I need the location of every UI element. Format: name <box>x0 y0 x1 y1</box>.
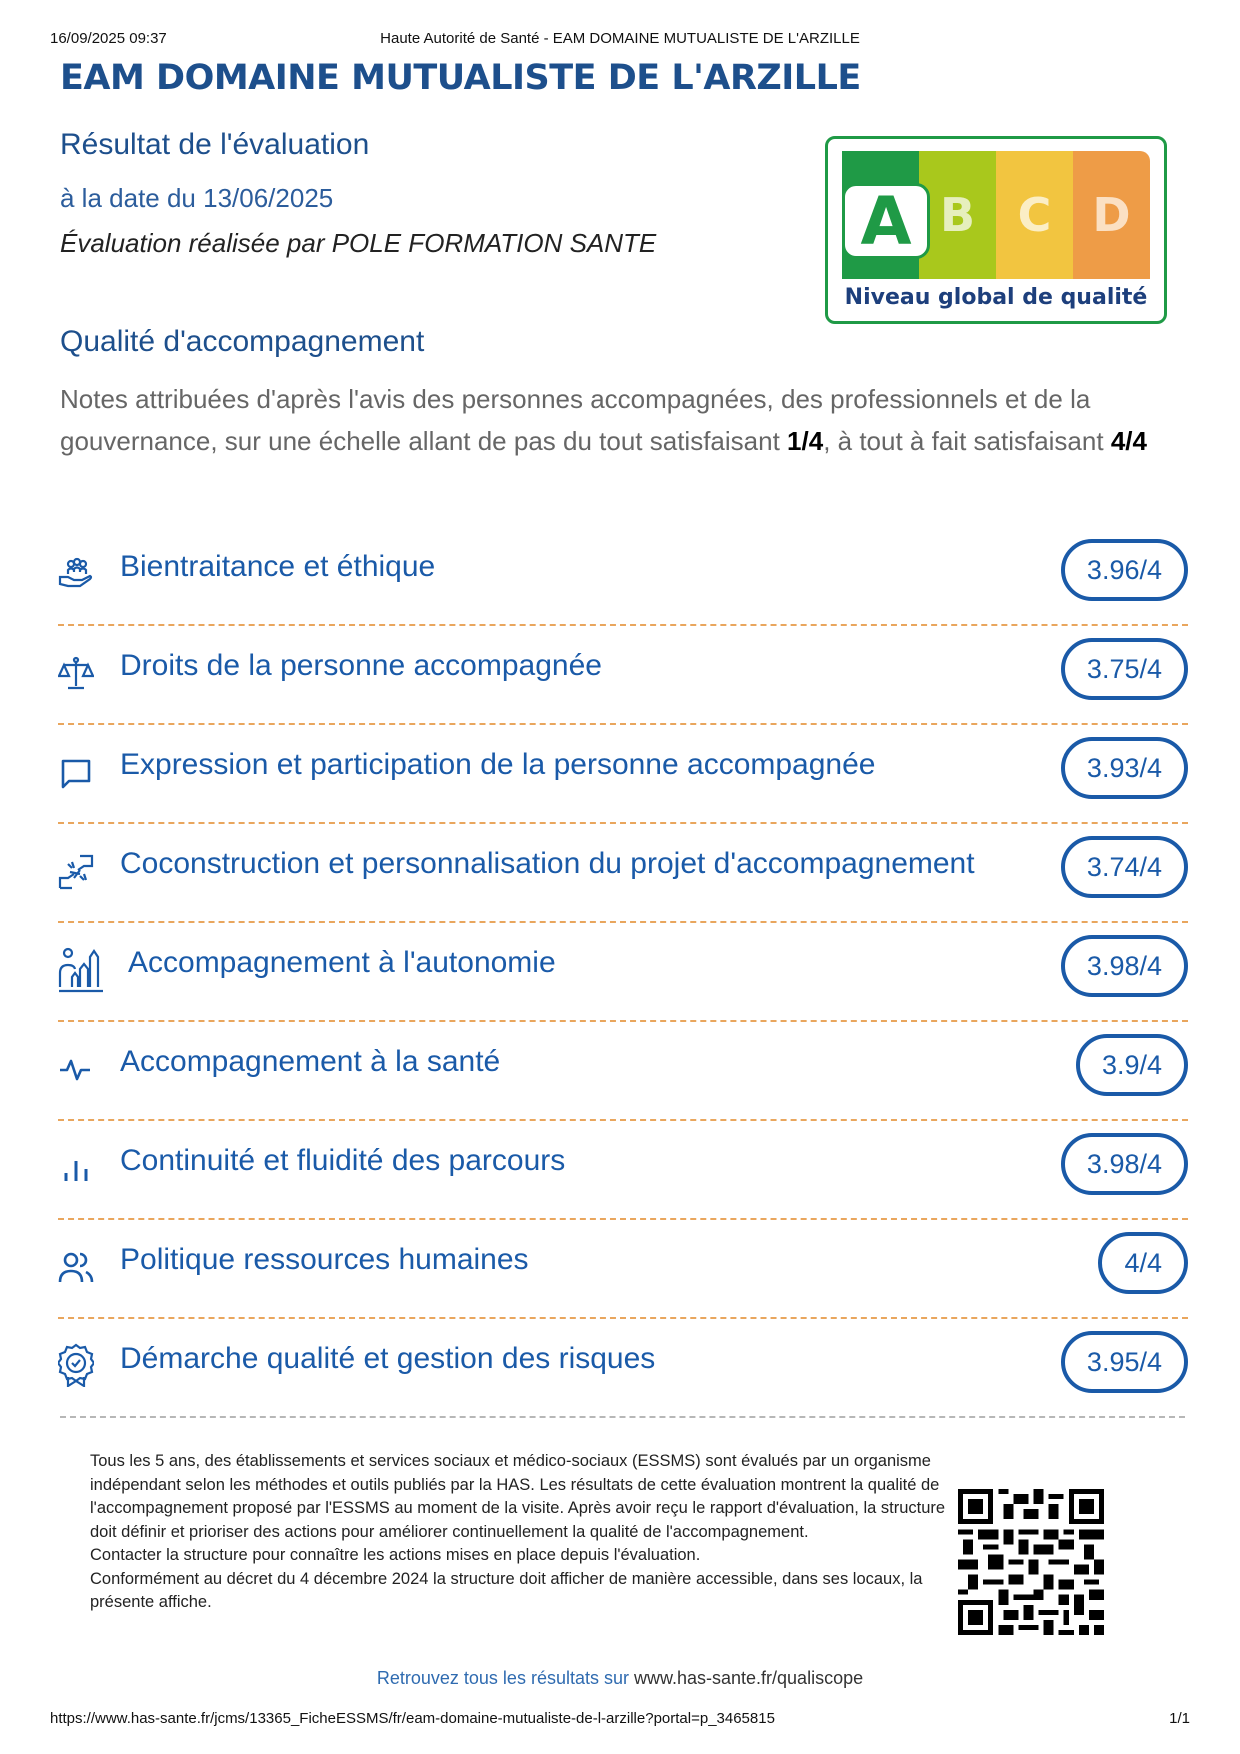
heartbeat-icon <box>58 1052 94 1088</box>
results-link[interactable]: www.has-sante.fr/qualiscope <box>633 1668 864 1688</box>
item-label: Coconstruction et personnalisation du projet d'accompagnement <box>120 847 975 880</box>
footer-paragraph: Contacter la structure pour connaître les actions mises en place depuis l'évaluation. <box>90 1546 701 1564</box>
level-d: D <box>1073 151 1150 279</box>
intro-min-score: 1/4 <box>787 426 824 456</box>
speech-bubble-icon <box>58 755 94 791</box>
item-label: Expression et participation de la personne accompagnée <box>120 748 876 781</box>
score-badge: 3.98/4 <box>1061 1133 1188 1195</box>
score-badge: 4/4 <box>1098 1232 1188 1294</box>
score-badge: 3.96/4 <box>1061 539 1188 601</box>
results-link-line <box>0 1668 1240 1689</box>
intro-max-score: 4/4 <box>1110 426 1147 456</box>
intro-text-2: , à tout à fait satisfaisant <box>823 426 1111 456</box>
quality-list <box>58 527 1188 1418</box>
scales-icon <box>58 656 94 692</box>
score-badge: 3.98/4 <box>1061 935 1188 997</box>
item-label: Politique ressources humaines <box>120 1243 529 1276</box>
results-link-label: Retrouvez tous les résultats sur <box>376 1668 634 1688</box>
list-item <box>58 824 1188 923</box>
quality-heading: Qualité d'accompagnement <box>60 325 425 358</box>
result-heading: Résultat de l'évaluation <box>60 128 370 161</box>
qr-code[interactable] <box>958 1489 1104 1635</box>
item-label: Accompagnement à l'autonomie <box>128 946 556 979</box>
list-item <box>58 626 1188 725</box>
score-badge: 3.9/4 <box>1076 1034 1188 1096</box>
award-badge-icon <box>58 1343 94 1387</box>
score-badge: 3.93/4 <box>1061 737 1188 799</box>
print-page-number: 1/1 <box>1169 1710 1190 1727</box>
footer-paragraph: Conformément au décret du 4 décembre 2024 la structure doit afficher de manière accessible, dans ses locaux, la présente affiche. <box>90 1569 923 1611</box>
quality-intro <box>60 378 1190 462</box>
footer-paragraph: Tous les 5 ans, des établissements et services sociaux et médico-sociaux (ESSMS) sont évalués par un organisme indépendant selon les méthodes et outils publiés par la HAS. Les résultats de cette évaluation montrent la qualité de l'accompagnement proposé par l'ESSMS au moment de la visite. Après avoir reçu le rapport d'évaluation, la structure doit définir et prioriser des actions pour améliorer continuellement la qualité de l'accompagnement. <box>90 1452 946 1541</box>
item-label: Droits de la personne accompagnée <box>120 649 602 682</box>
print-url: https://www.has-sante.fr/jcms/13365_FicheESSMS/fr/eam-domaine-mutualiste-de-l-arzille?portal=p_3465815 <box>50 1710 775 1727</box>
score-badge: 3.75/4 <box>1061 638 1188 700</box>
page-title: EAM DOMAINE MUTUALISTE DE L'ARZILLE <box>60 58 861 98</box>
list-item <box>58 725 1188 824</box>
list-item <box>58 923 1188 1022</box>
footer-info <box>90 1450 960 1615</box>
list-item <box>58 1319 1188 1418</box>
list-item <box>58 527 1188 626</box>
growth-person-icon <box>58 947 104 995</box>
evaluation-date: à la date du 13/06/2025 <box>60 183 334 213</box>
badge-caption: Niveau global de qualité <box>844 285 1148 310</box>
list-item <box>58 1121 1188 1220</box>
item-label: Bientraitance et éthique <box>120 550 436 583</box>
intro-text-1: Notes attribuées d'après l'avis des personnes accompagnées, des professionnels et de la gouvernance, sur une échelle allant de pas du tout satisfaisant <box>60 384 1091 456</box>
list-item <box>58 1022 1188 1121</box>
print-page-title: Haute Autorité de Santé - EAM DOMAINE MUTUALISTE DE L'ARZILLE <box>380 30 860 47</box>
divider <box>60 1416 1185 1418</box>
item-label: Démarche qualité et gestion des risques <box>120 1342 656 1375</box>
score-badge: 3.95/4 <box>1061 1331 1188 1393</box>
bar-chart-icon <box>58 1151 94 1187</box>
score-badge: 3.74/4 <box>1061 836 1188 898</box>
item-label: Continuité et fluidité des parcours <box>120 1144 566 1177</box>
selected-level: A <box>842 183 930 259</box>
quality-level-badge <box>825 136 1167 324</box>
print-datetime: 16/09/2025 09:37 <box>50 30 167 47</box>
hand-people-icon <box>58 557 94 593</box>
level-c: C <box>996 151 1073 279</box>
puzzle-hands-icon <box>58 854 94 890</box>
level-b: B <box>919 151 996 279</box>
evaluator: Évaluation réalisée par POLE FORMATION SANTE <box>60 228 657 258</box>
list-item <box>58 1220 1188 1319</box>
item-label: Accompagnement à la santé <box>120 1045 501 1078</box>
users-icon <box>58 1250 94 1286</box>
